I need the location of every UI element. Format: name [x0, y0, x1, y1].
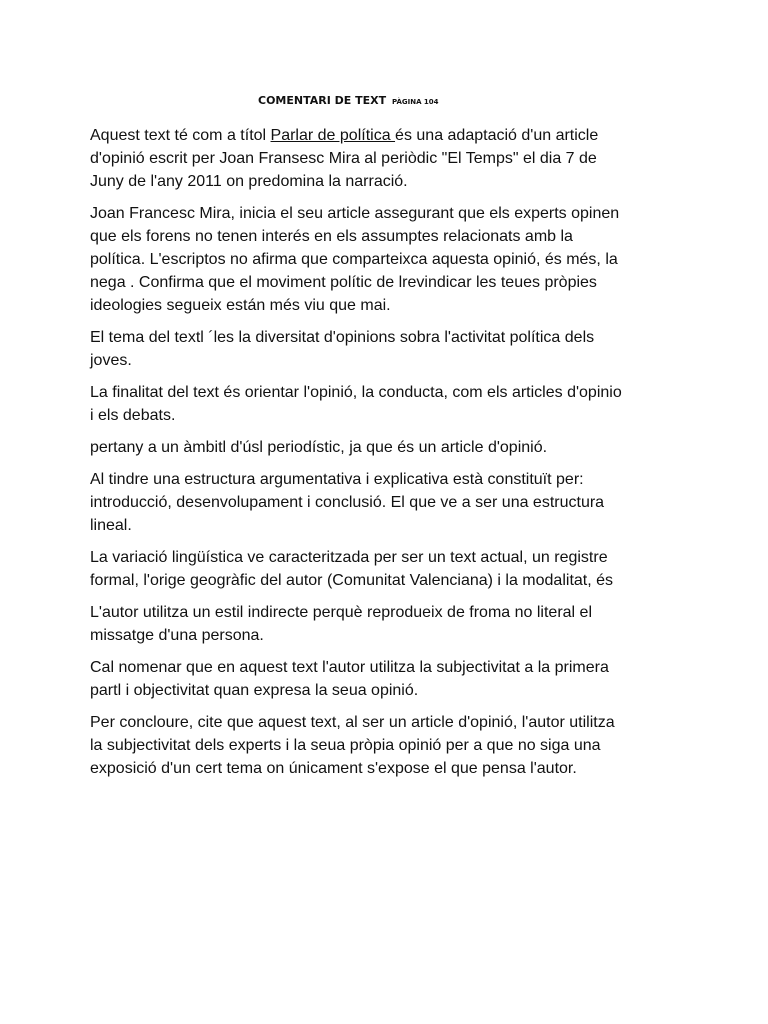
paragraph: El tema del textl ´les la diversitat d'opinions sobra l'activitat política dels joves. [90, 329, 595, 369]
paragraph: Al tindre una estructura argumentativa i explicativa està constituït per: introducció, desenvolupament i conclusió. El que ve a ser una estructura lineal. [90, 471, 605, 534]
paragraph: La finalitat del text és orientar l'opinió, la conducta, com els articles d'opinio i els debats. [90, 384, 622, 424]
heading-title: COMENTARI DE TEXT [258, 94, 387, 107]
article-title-underlined: Parlar de política [270, 127, 396, 144]
page-heading [258, 94, 439, 107]
intro-text-before: Aquest text té com a títol [90, 127, 271, 144]
paragraph: L'autor utilitza un estil indirecte perquè reprodueix de froma no literal el missatge d'una persona. [90, 604, 592, 644]
paragraph-intro [90, 124, 690, 193]
heading-page-ref: PÀGINA 104 [391, 98, 439, 106]
intro-text-after: és una adaptació d'un article d'opinió escrit per Joan Fransesc Mira al periòdic "El Temps" el dia 7 de Juny de l'any 2011 on predomina la narració. [90, 127, 599, 190]
paragraph: Joan Francesc Mira, inicia el seu article assegurant que els experts opinen que els forens no tenen interés en els assumptes relacionats amb la política. L'escriptos no afirma que comparteixca aquesta opinió, és més, la nega . Confirma que el moviment polític de lrevindicar les teues pròpies ideologies segueix están més viu que mai. [90, 205, 620, 314]
paragraph: pertany a un àmbitl d'úsl periodístic, ja que és un article d'opinió. [90, 439, 548, 456]
paragraph: Per concloure, cite que aquest text, al ser un article d'opinió, l'autor utilitza la subjectivitat dels experts i la seua pròpia opinió per a que no siga una exposició d'un cert tema on únicament s'expose el que pensa l'autor. [90, 714, 615, 777]
paragraph: Cal nomenar que en aquest text l'autor utilitza la subjectivitat a la primera partl i objectivitat quan expresa la seua opinió. [90, 659, 609, 699]
document-body [90, 124, 690, 789]
paragraph: La variació lingüística ve caracteritzada per ser un text actual, un registre formal, l'orige geogràfic del autor (Comunitat Valenciana) i la modalitat, és [90, 549, 614, 589]
